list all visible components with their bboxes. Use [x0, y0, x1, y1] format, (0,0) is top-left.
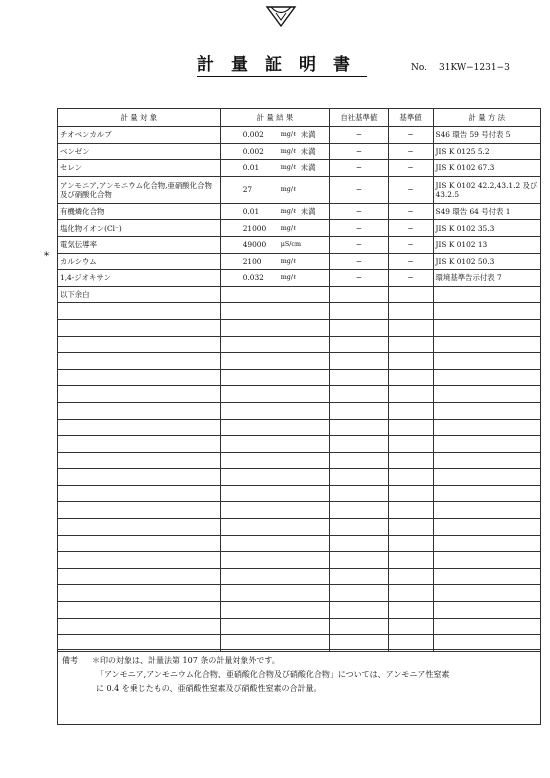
cell-item: 有機燐化合物 — [58, 203, 221, 220]
cell-standard: − — [388, 143, 433, 160]
cell-result — [220, 602, 329, 619]
cell-result — [220, 236, 329, 253]
cell-standard — [388, 419, 433, 436]
cell-method — [433, 585, 540, 602]
cell-method: JIS K 0125 5.2 — [433, 143, 540, 160]
cell-item — [58, 353, 221, 370]
cell-item — [58, 386, 221, 403]
cell-self-standard — [330, 436, 388, 453]
table-row — [58, 452, 541, 469]
document-title: 計量証明書 — [197, 55, 367, 75]
cell-self-standard — [330, 369, 388, 386]
cell-self-standard — [330, 452, 388, 469]
remarks-label: 備考 — [62, 656, 78, 665]
cell-result — [220, 436, 329, 453]
result-unit: mg/ℓ — [280, 207, 297, 216]
cell-method — [433, 535, 540, 552]
cell-self-standard — [330, 618, 388, 635]
column-header-result: 計 量 結 果 — [220, 109, 329, 127]
table-row — [58, 127, 541, 144]
cell-standard — [388, 353, 433, 370]
cell-standard: − — [388, 253, 433, 270]
table-row — [58, 386, 541, 403]
cell-result — [220, 369, 329, 386]
result-value: 49000 — [242, 240, 267, 250]
cell-result — [220, 127, 329, 144]
cell-result — [220, 303, 329, 320]
remarks-line-2: 「アンモニア,アンモニウム化合物、亜硝酸化合物及び硝酸化合物」については、アンモニア性窒素 — [96, 670, 450, 679]
cell-item — [58, 369, 221, 386]
cell-item: 塩化物イオン(Cl⁻) — [58, 220, 221, 237]
cell-standard: − — [388, 220, 433, 237]
cell-standard — [388, 502, 433, 519]
result-unit: mg/ℓ — [280, 273, 297, 282]
cell-item — [58, 336, 221, 353]
cell-self-standard — [330, 303, 388, 320]
result-unit: mg/ℓ — [280, 256, 297, 265]
table-row — [58, 253, 541, 270]
cell-item — [58, 436, 221, 453]
cell-method: S49 環告 64 号付表 1 — [433, 203, 540, 220]
cell-self-standard — [330, 319, 388, 336]
cell-self-standard — [330, 419, 388, 436]
cell-result — [220, 419, 329, 436]
cell-standard: − — [388, 203, 433, 220]
cell-self-standard: − — [330, 253, 388, 270]
cell-item — [58, 319, 221, 336]
cell-method — [433, 286, 540, 303]
cell-self-standard: − — [330, 220, 388, 237]
table-row — [58, 535, 541, 552]
cell-result — [220, 253, 329, 270]
cell-standard — [388, 469, 433, 486]
measurement-table — [57, 108, 541, 652]
cell-method: 環境基準告示付表 7 — [433, 270, 540, 287]
cell-self-standard: − — [330, 176, 388, 203]
cell-self-standard: − — [330, 203, 388, 220]
table-row — [58, 353, 541, 370]
remarks-line-3: に 0.4 を乗じたもの、亜硝酸性窒素及び硝酸性窒素の合計量。 — [96, 684, 322, 693]
cell-method — [433, 618, 540, 635]
table-row — [58, 585, 541, 602]
cell-standard — [388, 602, 433, 619]
cell-method — [433, 568, 540, 585]
table-row — [58, 552, 541, 569]
cell-self-standard — [330, 336, 388, 353]
cell-item — [58, 585, 221, 602]
table-header-row — [58, 109, 541, 127]
cell-self-standard — [330, 502, 388, 519]
cell-method — [433, 419, 540, 436]
result-qualifier: 未満 — [300, 207, 316, 217]
cell-result — [220, 220, 329, 237]
table-row — [58, 286, 541, 303]
cell-result — [220, 568, 329, 585]
result-qualifier: 未満 — [300, 146, 316, 156]
result-qualifier: 未満 — [300, 163, 316, 173]
cell-standard — [388, 369, 433, 386]
cell-result — [220, 160, 329, 177]
cell-method — [433, 436, 540, 453]
cell-self-standard — [330, 535, 388, 552]
remarks-box — [57, 649, 541, 725]
cell-standard: − — [388, 127, 433, 144]
cell-result — [220, 319, 329, 336]
cell-item — [58, 303, 221, 320]
cell-item — [58, 602, 221, 619]
table-body — [58, 127, 541, 652]
cell-self-standard — [330, 552, 388, 569]
cell-self-standard — [330, 469, 388, 486]
cell-result — [220, 618, 329, 635]
cell-item — [58, 469, 221, 486]
cell-result — [220, 485, 329, 502]
cell-item — [58, 535, 221, 552]
cell-standard — [388, 286, 433, 303]
table-row — [58, 336, 541, 353]
cell-method — [433, 485, 540, 502]
cell-method: S46 環告 59 号付表 5 — [433, 127, 540, 144]
cell-item — [58, 452, 221, 469]
cell-result — [220, 353, 329, 370]
cell-method: JIS K 0102 13 — [433, 236, 540, 253]
cell-self-standard — [330, 602, 388, 619]
cell-item: セレン — [58, 160, 221, 177]
cell-self-standard — [330, 386, 388, 403]
cell-method — [433, 303, 540, 320]
cell-standard — [388, 402, 433, 419]
result-value: 0.032 — [242, 273, 264, 283]
cell-method: JIS K 0102 42.2,43.1.2 及び 43.2.5 — [433, 176, 540, 203]
result-unit: mg/ℓ — [280, 146, 297, 155]
cell-item — [58, 618, 221, 635]
cell-method — [433, 369, 540, 386]
cell-self-standard — [330, 519, 388, 536]
table-row — [58, 143, 541, 160]
cell-standard — [388, 303, 433, 320]
table-row — [58, 485, 541, 502]
cell-method: JIS K 0102 35.3 — [433, 220, 540, 237]
result-unit: μS/cm — [280, 240, 302, 249]
result-unit: mg/ℓ — [280, 185, 297, 194]
cell-item — [58, 485, 221, 502]
cell-item: ベンゼン — [58, 143, 221, 160]
cell-self-standard: − — [330, 236, 388, 253]
cell-result — [220, 176, 329, 203]
cell-result — [220, 203, 329, 220]
cell-result — [220, 535, 329, 552]
cell-method — [433, 319, 540, 336]
cell-item — [58, 552, 221, 569]
cell-self-standard: − — [330, 270, 388, 287]
cell-item — [58, 402, 221, 419]
cell-method — [433, 452, 540, 469]
cell-item — [58, 568, 221, 585]
cell-self-standard: − — [330, 143, 388, 160]
column-header-method: 計 量 方 法 — [433, 109, 540, 127]
cell-result — [220, 502, 329, 519]
certificate-number-value: 31KW−1231−3 — [439, 63, 510, 73]
cell-self-standard — [330, 568, 388, 585]
cell-standard — [388, 618, 433, 635]
cell-method — [433, 602, 540, 619]
cell-item: カルシウム — [58, 253, 221, 270]
cell-item — [58, 519, 221, 536]
column-header-standard: 基準値 — [388, 109, 433, 127]
cell-item — [58, 502, 221, 519]
cell-standard — [388, 568, 433, 585]
cell-method — [433, 336, 540, 353]
cell-method — [433, 353, 540, 370]
result-value: 0.002 — [242, 130, 264, 140]
non-regulated-mark: * — [44, 251, 49, 262]
result-value: 27 — [242, 185, 253, 195]
cell-standard — [388, 485, 433, 502]
result-unit: mg/ℓ — [280, 130, 297, 139]
result-qualifier: 未満 — [300, 130, 316, 140]
result-unit: mg/ℓ — [280, 163, 297, 172]
table-row — [58, 519, 541, 536]
table-row — [58, 469, 541, 486]
table-row — [58, 502, 541, 519]
result-value: 21000 — [242, 223, 267, 233]
column-header-self-standard: 自社基準値 — [330, 109, 388, 127]
table-row — [58, 220, 541, 237]
table-row — [58, 270, 541, 287]
result-value: 0.002 — [242, 146, 264, 156]
result-unit: mg/ℓ — [280, 223, 297, 232]
table-row — [58, 176, 541, 203]
table-row — [58, 402, 541, 419]
cell-method — [433, 552, 540, 569]
cell-standard — [388, 386, 433, 403]
cell-result — [220, 552, 329, 569]
cell-standard — [388, 452, 433, 469]
cell-self-standard: − — [330, 160, 388, 177]
cell-method — [433, 502, 540, 519]
cell-self-standard: − — [330, 127, 388, 144]
result-value: 2100 — [242, 256, 262, 266]
cell-item: アンモニア,アンモニウム化合物,亜硝酸化合物及び硝酸化合物 — [58, 176, 221, 203]
result-value: 0.01 — [242, 207, 260, 217]
cell-self-standard — [330, 485, 388, 502]
cell-result — [220, 336, 329, 353]
cell-result — [220, 270, 329, 287]
cell-result — [220, 386, 329, 403]
cell-result — [220, 519, 329, 536]
cell-result — [220, 286, 329, 303]
table-row — [58, 203, 541, 220]
cell-result — [220, 402, 329, 419]
cell-result — [220, 452, 329, 469]
cell-standard — [388, 436, 433, 453]
table-row — [58, 236, 541, 253]
cell-self-standard — [330, 585, 388, 602]
cell-item: 1,4-ジオキサン — [58, 270, 221, 287]
cell-result — [220, 143, 329, 160]
table-row — [58, 319, 541, 336]
cell-method — [433, 402, 540, 419]
cell-method — [433, 469, 540, 486]
cell-self-standard — [330, 286, 388, 303]
cell-method: JIS K 0102 50.3 — [433, 253, 540, 270]
cell-item: チオベンカルブ — [58, 127, 221, 144]
cell-standard — [388, 319, 433, 336]
column-header-item: 計 量 対 象 — [58, 109, 221, 127]
cell-standard: − — [388, 270, 433, 287]
cell-standard — [388, 519, 433, 536]
cell-method — [433, 386, 540, 403]
cell-method — [433, 519, 540, 536]
cell-result — [220, 469, 329, 486]
table-row — [58, 160, 541, 177]
certificate-number — [411, 63, 510, 73]
cell-standard — [388, 336, 433, 353]
table-row — [58, 436, 541, 453]
cell-item — [58, 419, 221, 436]
cell-self-standard — [330, 402, 388, 419]
table-row — [58, 602, 541, 619]
cell-item: 電気伝導率 — [58, 236, 221, 253]
cell-self-standard — [330, 353, 388, 370]
table-row — [58, 618, 541, 635]
table-row — [58, 419, 541, 436]
cell-standard — [388, 535, 433, 552]
cell-standard: − — [388, 176, 433, 203]
cell-method: JIS K 0102 67.3 — [433, 160, 540, 177]
cell-standard — [388, 552, 433, 569]
cell-standard: − — [388, 160, 433, 177]
cell-result — [220, 585, 329, 602]
cell-standard: − — [388, 236, 433, 253]
table-row — [58, 568, 541, 585]
company-logo-icon — [265, 4, 297, 28]
result-value: 0.01 — [242, 163, 260, 173]
table-row — [58, 303, 541, 320]
cell-item: 以下余白 — [58, 286, 221, 303]
table-row — [58, 369, 541, 386]
certificate-number-label: No. — [411, 63, 427, 73]
cell-standard — [388, 585, 433, 602]
remarks-line-1: ＊印の対象は、計量法第 107 条の計量対象外です。 — [92, 656, 280, 665]
